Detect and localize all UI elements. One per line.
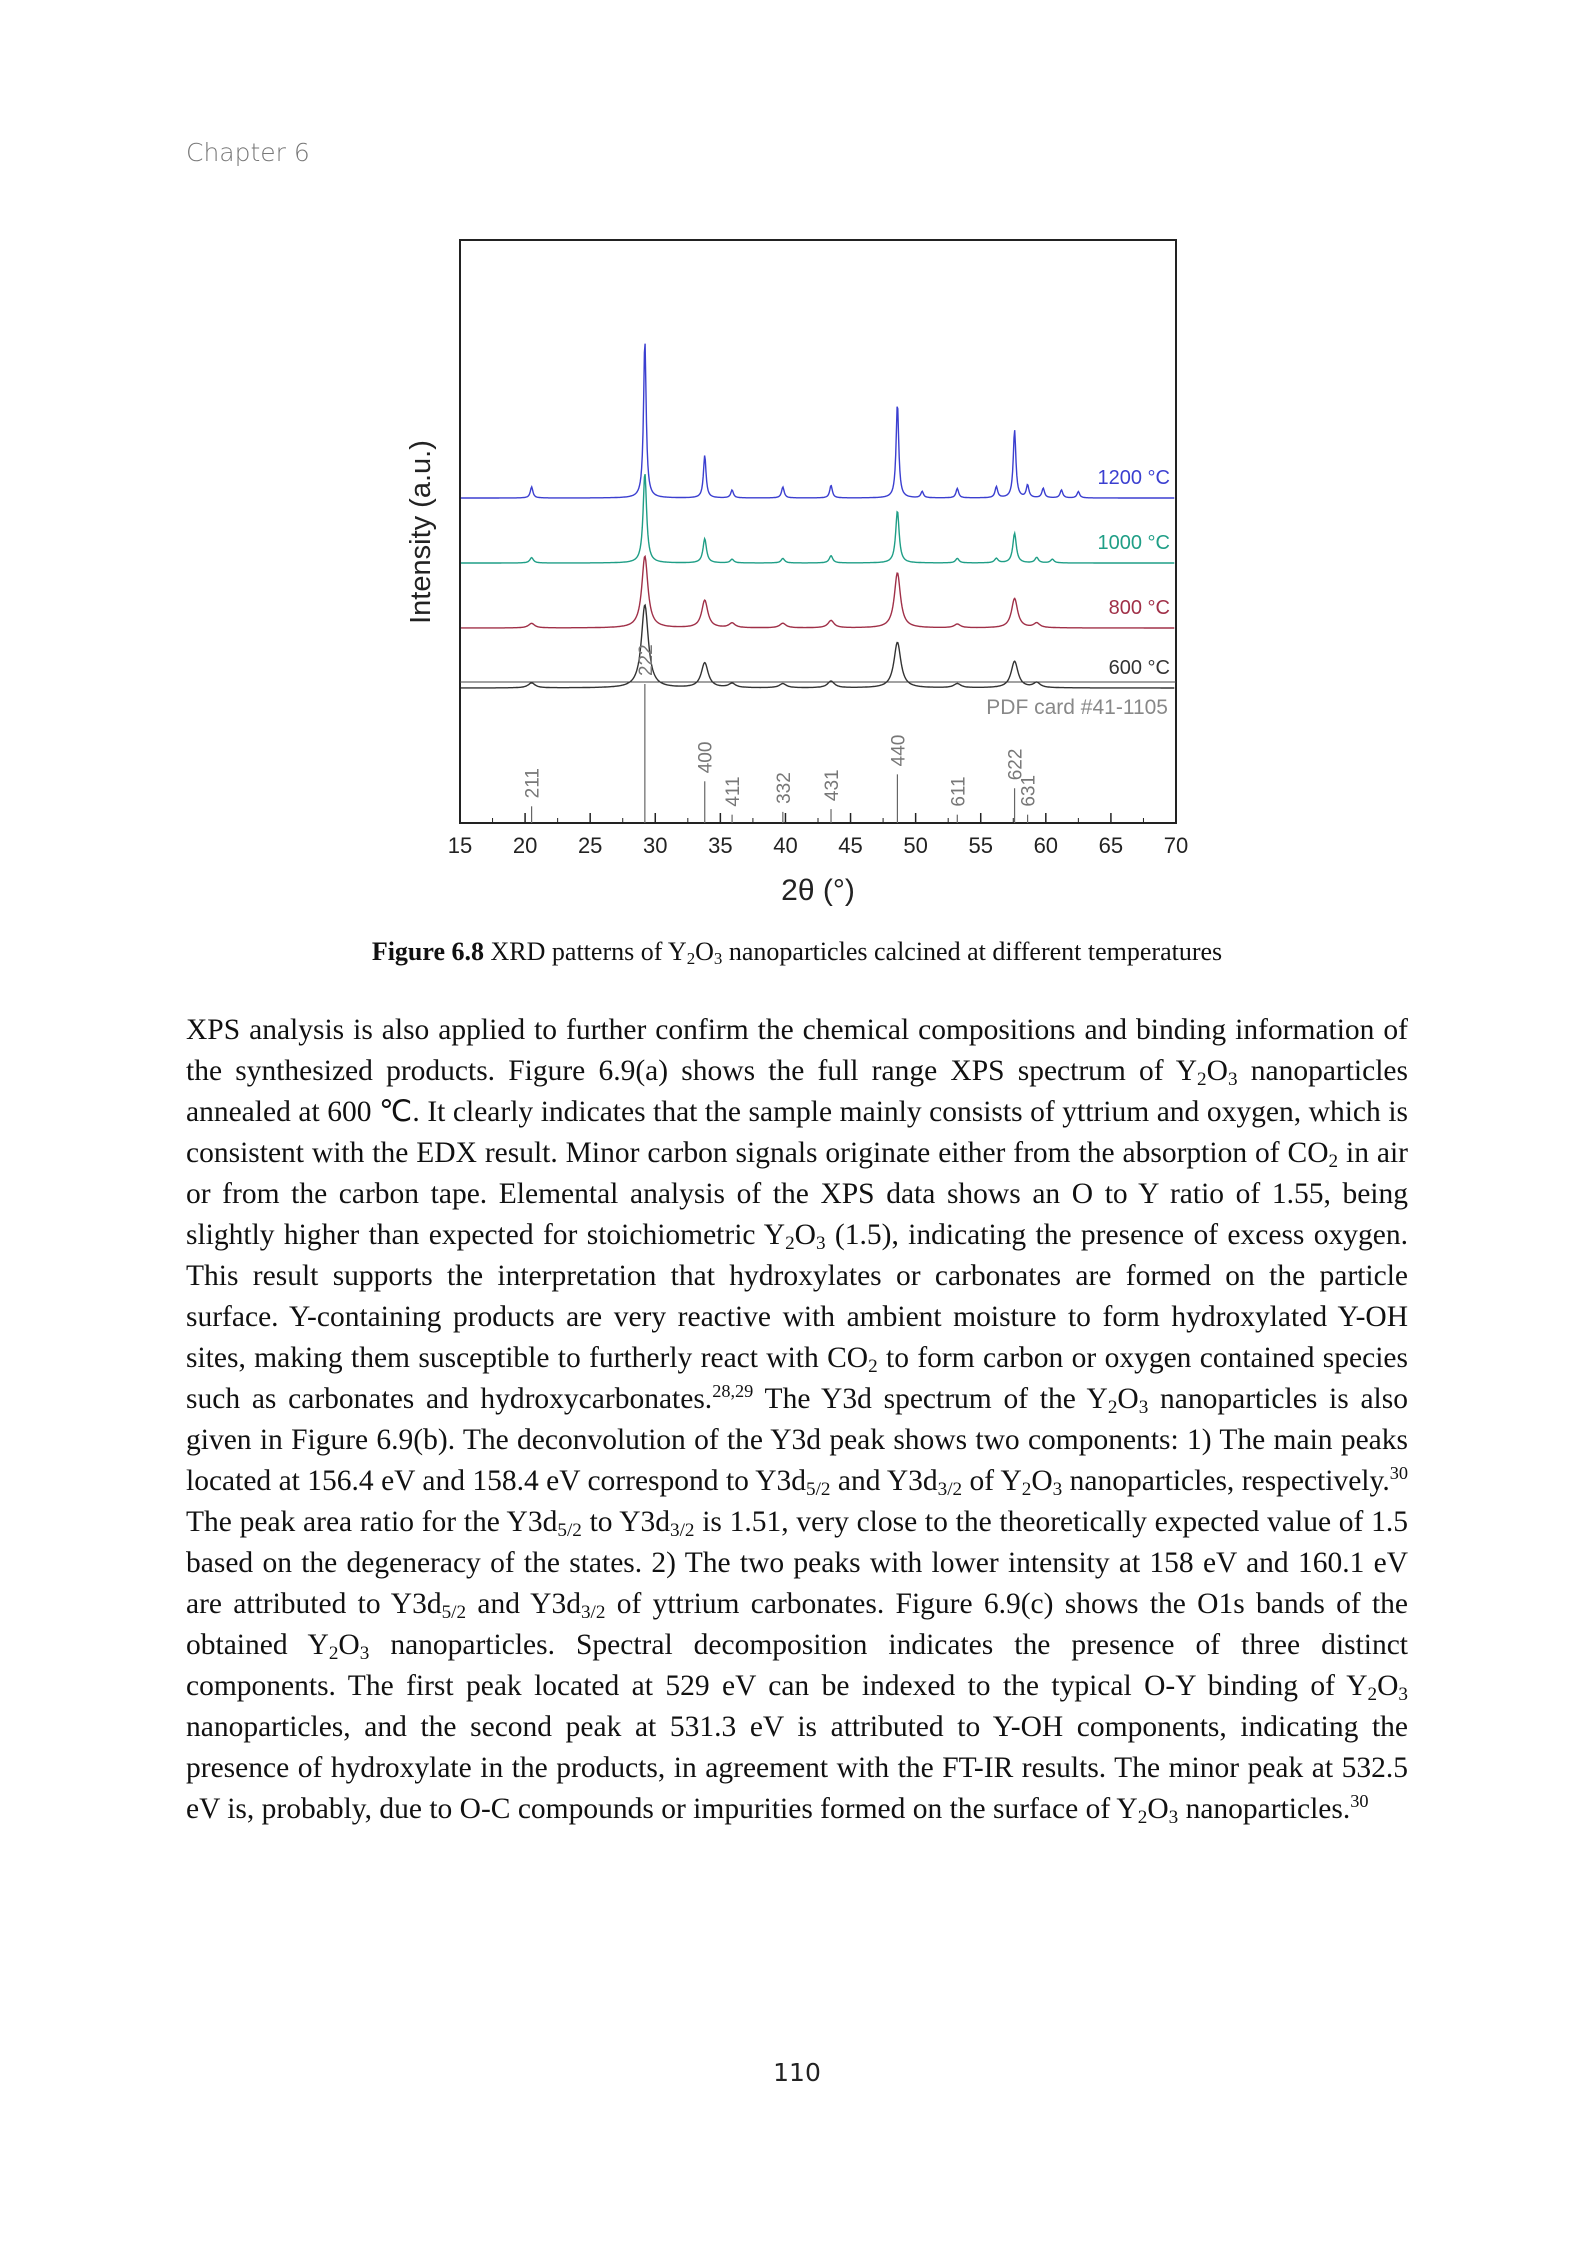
figure-caption <box>186 937 1408 967</box>
x-tick-label: 60 <box>1033 833 1059 858</box>
subscript: 3 <box>815 1232 826 1254</box>
body-paragraph <box>186 1010 1408 1830</box>
text-run: nanoparticles annealed at 600 ℃. It clearly indicates that the sample mainly consists of yttrium and oxygen, which is consistent with the EDX result. Minor carbon signals originate either from the absorption of CO <box>186 1055 1408 1169</box>
series-legend-label: 800 °C <box>1108 597 1170 619</box>
text-run: and Y3d <box>830 1465 938 1497</box>
text-run: of Y <box>962 1465 1022 1497</box>
caption-text: nanoparticles calcined at different temperatures <box>722 937 1223 966</box>
running-head: Chapter 6 <box>186 138 310 167</box>
text-run: and Y3d <box>466 1588 581 1620</box>
x-tick-label: 30 <box>643 833 668 858</box>
subscript: 2 <box>1137 1806 1148 1828</box>
text-run: nanoparticles, and the second peak at 531.3 eV is attributed to Y-OH components, indicating the presence of hydroxylate in the products, in agreement with the FT-IR results. The minor peak at 532.5 eV is, probably, due to O-C compounds or impurities formed on the surface of Y <box>186 1711 1408 1825</box>
subscript: 2 <box>1328 1150 1339 1172</box>
text-run: O <box>1117 1383 1139 1415</box>
text-run: (1.5), indicating the presence of excess oxygen. This result supports the interpretation that hydroxylates or carbonates are formed on the particle surface. Y-containing products are very reactive with ambient moisture to form hydroxylated Y-OH sites, making them susceptible to furtherly react with CO <box>186 1219 1408 1374</box>
text-run: O <box>1377 1670 1399 1702</box>
x-tick-label: 40 <box>773 833 798 858</box>
y-axis-label: Intensity (a.u.) <box>405 440 437 624</box>
text-run: O <box>1147 1793 1169 1825</box>
subscript: 3 <box>1227 1068 1238 1090</box>
caption-text: O <box>695 937 714 966</box>
subscript: 3 <box>1398 1683 1408 1705</box>
series-legend-label: 600 °C <box>1108 657 1170 679</box>
x-tick-label: 45 <box>838 833 863 858</box>
page-number: 110 <box>773 2058 821 2087</box>
subscript: 3 <box>1052 1478 1063 1500</box>
subscript: 2 <box>785 1232 795 1254</box>
subscript: 3 <box>1168 1806 1179 1828</box>
text-run: in air or from the carbon tape. Elemental analysis of the XPS data shows an O to Y ratio of 1.55, being slightly higher than expected for stoichiometric Y <box>186 1137 1409 1251</box>
text-run: nanoparticles, respectively. <box>1062 1465 1390 1497</box>
text-run: O <box>1031 1465 1053 1497</box>
x-tick-label: 55 <box>968 833 993 858</box>
text-run: nanoparticles. <box>1178 1793 1351 1825</box>
text-run: O <box>794 1219 816 1251</box>
citation: 30 <box>1350 1791 1369 1812</box>
reference-lines <box>523 644 1040 823</box>
subscript: 2 <box>1021 1478 1032 1500</box>
subscript: 3/2 <box>670 1519 695 1541</box>
subscript: 2 <box>1367 1683 1378 1705</box>
hkl-label: 611 <box>948 776 970 807</box>
subscript: 2 <box>328 1642 339 1664</box>
subscript: 2 <box>868 1355 878 1377</box>
text-run: nanoparticles is also given in Figure 6.9(b). The deconvolution of the Y3d peak shows two components: 1) The main peaks located at 156.4 eV and 158.4 eV correspond to Y3d <box>186 1383 1408 1497</box>
hkl-label: 631 <box>1018 774 1040 807</box>
caption-subscript: 3 <box>713 949 723 969</box>
hkl-label: 400 <box>695 741 717 774</box>
text-run: to Y3d <box>581 1506 670 1538</box>
x-tick-label: 65 <box>1098 833 1124 858</box>
hkl-label: 440 <box>888 734 910 767</box>
subscript: 5/2 <box>441 1601 467 1623</box>
text-run: XPS analysis is also applied to further confirm the chemical compositions and binding information of the synthesized products. Figure 6.9(a) shows the full range XPS spectrum of Y <box>186 1014 1408 1087</box>
subscript: 2 <box>1107 1396 1118 1418</box>
x-tick-label: 15 <box>447 833 473 858</box>
reference-card-label: PDF card #41-1105 <box>986 696 1168 719</box>
hkl-label: 431 <box>822 769 844 802</box>
text-run: The peak area ratio for the Y3d <box>186 1506 558 1538</box>
subscript: 5/2 <box>806 1478 831 1500</box>
xrd-series-line <box>461 344 1174 498</box>
text-run: nanoparticles. Spectral decomposition indicates the presence of three distinct components. The first peak located at 529 eV can be indexed to the typical O-Y binding of Y <box>186 1629 1409 1702</box>
hkl-label: 222 <box>635 644 657 676</box>
text-run: The Y3d spectrum of the Y <box>753 1383 1108 1415</box>
x-tick-label: 70 <box>1163 833 1189 858</box>
series-legend-label: 1000 °C <box>1097 532 1170 554</box>
xrd-chart <box>400 222 1220 922</box>
paragraph <box>186 1010 1408 1830</box>
x-tick-label: 50 <box>903 833 928 858</box>
subscript: 3/2 <box>937 1478 963 1500</box>
text-run: O <box>338 1629 360 1661</box>
hkl-label: 622 <box>1005 748 1027 781</box>
citation: 28,29 <box>712 1381 754 1402</box>
subscript: 3 <box>1138 1396 1149 1418</box>
text-run: is 1.51, very close to the theoretically expected value of 1.5 based on the degeneracy of the states. 2) The two peaks with lower intensity at 158 eV and 160.1 eV are attributed to Y3d <box>186 1506 1408 1620</box>
xrd-series-line <box>461 556 1174 628</box>
citation: 30 <box>1389 1463 1408 1484</box>
hkl-label: 332 <box>773 772 795 804</box>
text-run: O <box>1206 1055 1228 1087</box>
text-run: to form carbon or oxygen contained species such as carbonates and hydroxycarbonates. <box>186 1342 1408 1415</box>
series-group <box>461 344 1174 688</box>
x-tick-label: 35 <box>708 833 733 858</box>
text-run: of yttrium carbonates. Figure 6.9(c) shows the O1s bands of the obtained Y <box>186 1588 1408 1661</box>
x-axis-label: 2θ (°) <box>781 874 855 907</box>
x-tick-label: 20 <box>512 833 538 858</box>
series-legend-label: 1200 °C <box>1097 467 1170 489</box>
subscript: 3 <box>359 1642 370 1664</box>
caption-subscript: 2 <box>686 949 696 969</box>
hkl-label: 411 <box>723 776 745 807</box>
x-axis-ticks <box>448 813 1188 858</box>
xrd-series-line <box>461 474 1174 563</box>
subscript: 3/2 <box>580 1601 606 1623</box>
xrd-series-line <box>461 605 1174 688</box>
plot-frame <box>460 240 1176 823</box>
x-tick-label: 25 <box>577 833 603 858</box>
caption-label: Figure 6.8 <box>371 937 485 966</box>
xrd-figure <box>400 222 1220 922</box>
subscript: 2 <box>1197 1068 1207 1090</box>
subscript: 5/2 <box>557 1519 582 1541</box>
caption-text: XRD patterns of Y <box>484 937 687 966</box>
hkl-label: 211 <box>522 768 544 799</box>
